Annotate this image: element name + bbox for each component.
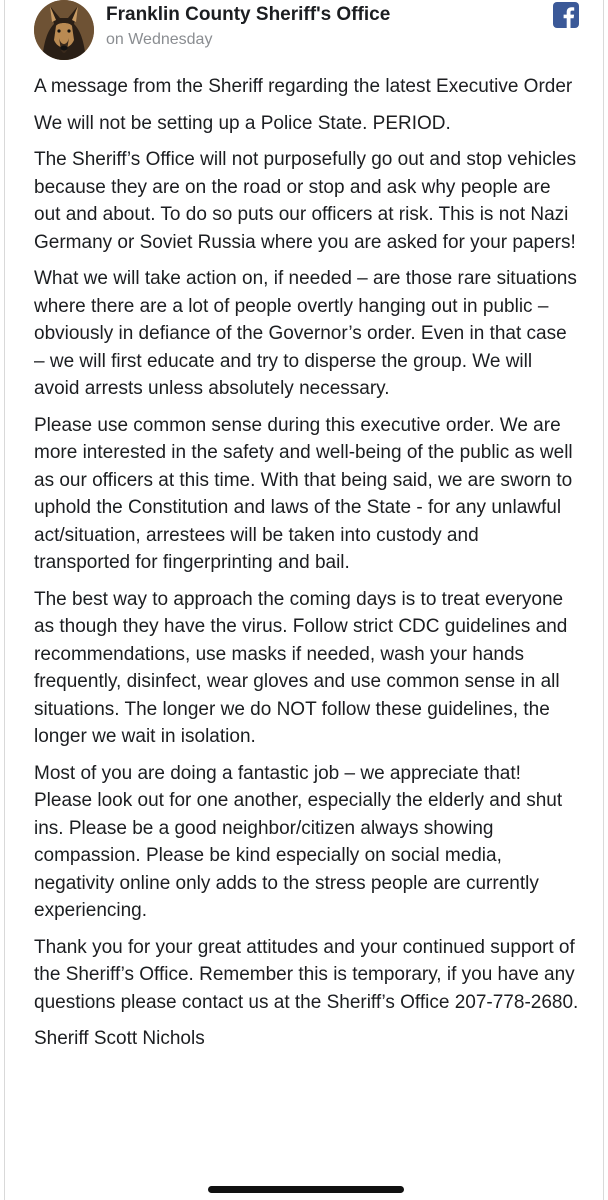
page-name-link[interactable]: Franklin County Sheriff's Office	[106, 4, 391, 25]
post-paragraph-fantastic-job: Most of you are doing a fantastic job – we appreciate that! Please look out for one another, especially the elderly and shut ins. Please be a good neighbor/citizen always showing compassion. Please be kind especially on social media, negativity online only adds to the stress people are currently experiencing.	[34, 762, 563, 921]
post-paragraph-best-way: The best way to approach the coming days is to treat everyone as though they have the virus. Follow strict CDC guidelines and recommendations, use masks if needed, wash your hands frequently, disinfect, wear gloves and use common sense in all situations. The longer we do NOT follow these guidelines, the longer we wait in isolation.	[34, 588, 568, 747]
post-paragraph-thank-you: Thank you for your great attitudes and your continued support of the Sheriff’s Office. Remember this is temporary, if you have any questions please contact us at the Sheriff’s Office 207-778-2680.	[34, 936, 579, 1013]
frame-border-right	[603, 0, 604, 1200]
post-timestamp[interactable]: on Wednesday	[106, 31, 213, 48]
home-indicator[interactable]	[208, 1186, 404, 1193]
post-signature: Sheriff Scott Nichols	[34, 1028, 205, 1049]
post-paragraph-intro: A message from the Sheriff regarding the latest Executive Order	[34, 76, 573, 97]
facebook-icon[interactable]	[553, 2, 579, 28]
post-body	[34, 73, 580, 1053]
post-paragraph-action: What we will take action on, if needed – are those rare situations where there are a lot of people overtly hanging out in public – obviously in defiance of the Governor’s order. Even in that case – we will first educate and try to disperse the group. We will avoid arrests unless absolutely necessary.	[34, 268, 577, 399]
post-paragraph-common-sense: Please use common sense during this executive order. We are more interested in the safety and well-being of the public as well as our officers at this time. With that being said, we are sworn to uphold the Constitution and laws of the State - for any unlawful act/situation, arrestees will be taken into custody and transported for fingerprinting and bail.	[34, 414, 573, 573]
post-paragraph-vehicles: The Sheriff’s Office will not purposefully go out and stop vehicles because they are on the road or stop and ask why people are out and about. To do so puts our officers at risk. This is not Nazi Germany or Soviet Russia where you are asked for your papers!	[34, 149, 577, 253]
post-header	[34, 0, 574, 64]
german-shepherd-dog-avatar[interactable]	[34, 0, 94, 60]
post-paragraph-police-state: We will not be setting up a Police State. PERIOD.	[34, 112, 451, 134]
frame-border-left	[4, 0, 5, 1200]
